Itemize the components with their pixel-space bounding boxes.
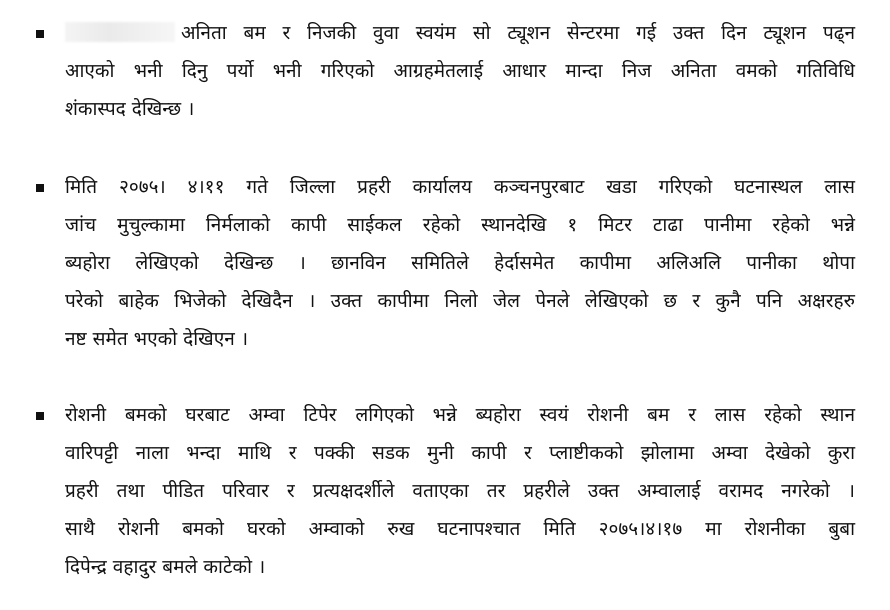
paragraph-2 bbox=[65, 168, 855, 358]
paragraph-line: नष्ट समेत भएको देखिएन । bbox=[65, 328, 249, 350]
paragraph-3 bbox=[65, 396, 855, 586]
paragraph-line: परेको बाहेक भिजेको देखिदैन । उक्त कापीमा निलो जेल पेनले लेखिएको छ र कुनै पनि अक्षरहरु bbox=[65, 290, 855, 312]
paragraph-line: साथै रोशनी बमको घरको अम्वाको रुख घटनापश्चात मिति २०७५।४।१७ मा रोशनीका बुबा bbox=[65, 518, 855, 540]
paragraph-line: ब्यहोरा लेखिएको देखिन्छ । छानविन समितिले हेर्दासमेत कापीमा अलिअलि पानीका थोपा bbox=[65, 252, 855, 274]
line-text: अनिता बम र निजकी वुवा स्वयंम सो ट्यूशन सेन्टरमा गई उक्त दिन ट्यूशन पढ्न bbox=[181, 22, 855, 44]
square-bullet-icon bbox=[36, 30, 44, 38]
paragraph-line bbox=[65, 14, 855, 52]
paragraph-line: शंकास्पद देखिन्छ । bbox=[65, 98, 195, 120]
paragraph-line: जांच मुचुल्कामा निर्मलाको कापी साईकल रहेको स्थानदेखि १ मिटर टाढा पानीमा रहेको भन्ने bbox=[65, 214, 855, 236]
square-bullet-icon bbox=[36, 412, 44, 420]
paragraph-line: वारिपट्टी नाला भन्दा माथि र पक्की सडक मुनी कापी र प्लाष्टीकको झोलामा अम्वा देखेको कुरा bbox=[65, 442, 855, 464]
square-bullet-icon bbox=[36, 184, 44, 192]
paragraph-line: आएको भनी दिनु पर्यो भनी गरिएको आग्रहमेतलाई आधार मान्दा निज अनिता वमको गतिविधि bbox=[65, 60, 855, 82]
paragraph-line: दिपेन्द्र वहादुर बमले काटेको । bbox=[65, 556, 266, 578]
paragraph-1 bbox=[65, 14, 855, 128]
redacted-text-block bbox=[65, 22, 175, 42]
paragraph-line: मिति २०७५। ४।११ गते जिल्ला प्रहरी कार्यालय कञ्चनपुरबाट खडा गरिएको घटनास्थल लास bbox=[65, 176, 855, 198]
paragraph-line: प्रहरी तथा पीडित परिवार र प्रत्यक्षदर्शीले वताएका तर प्रहरीले उक्त अम्वालाई वरामद नगरेको । bbox=[65, 480, 855, 502]
paragraph-line: रोशनी बमको घरबाट अम्वा टिपेर लगिएको भन्ने ब्यहोरा स्वयं रोशनी बम र लास रहेको स्थान bbox=[65, 404, 855, 426]
